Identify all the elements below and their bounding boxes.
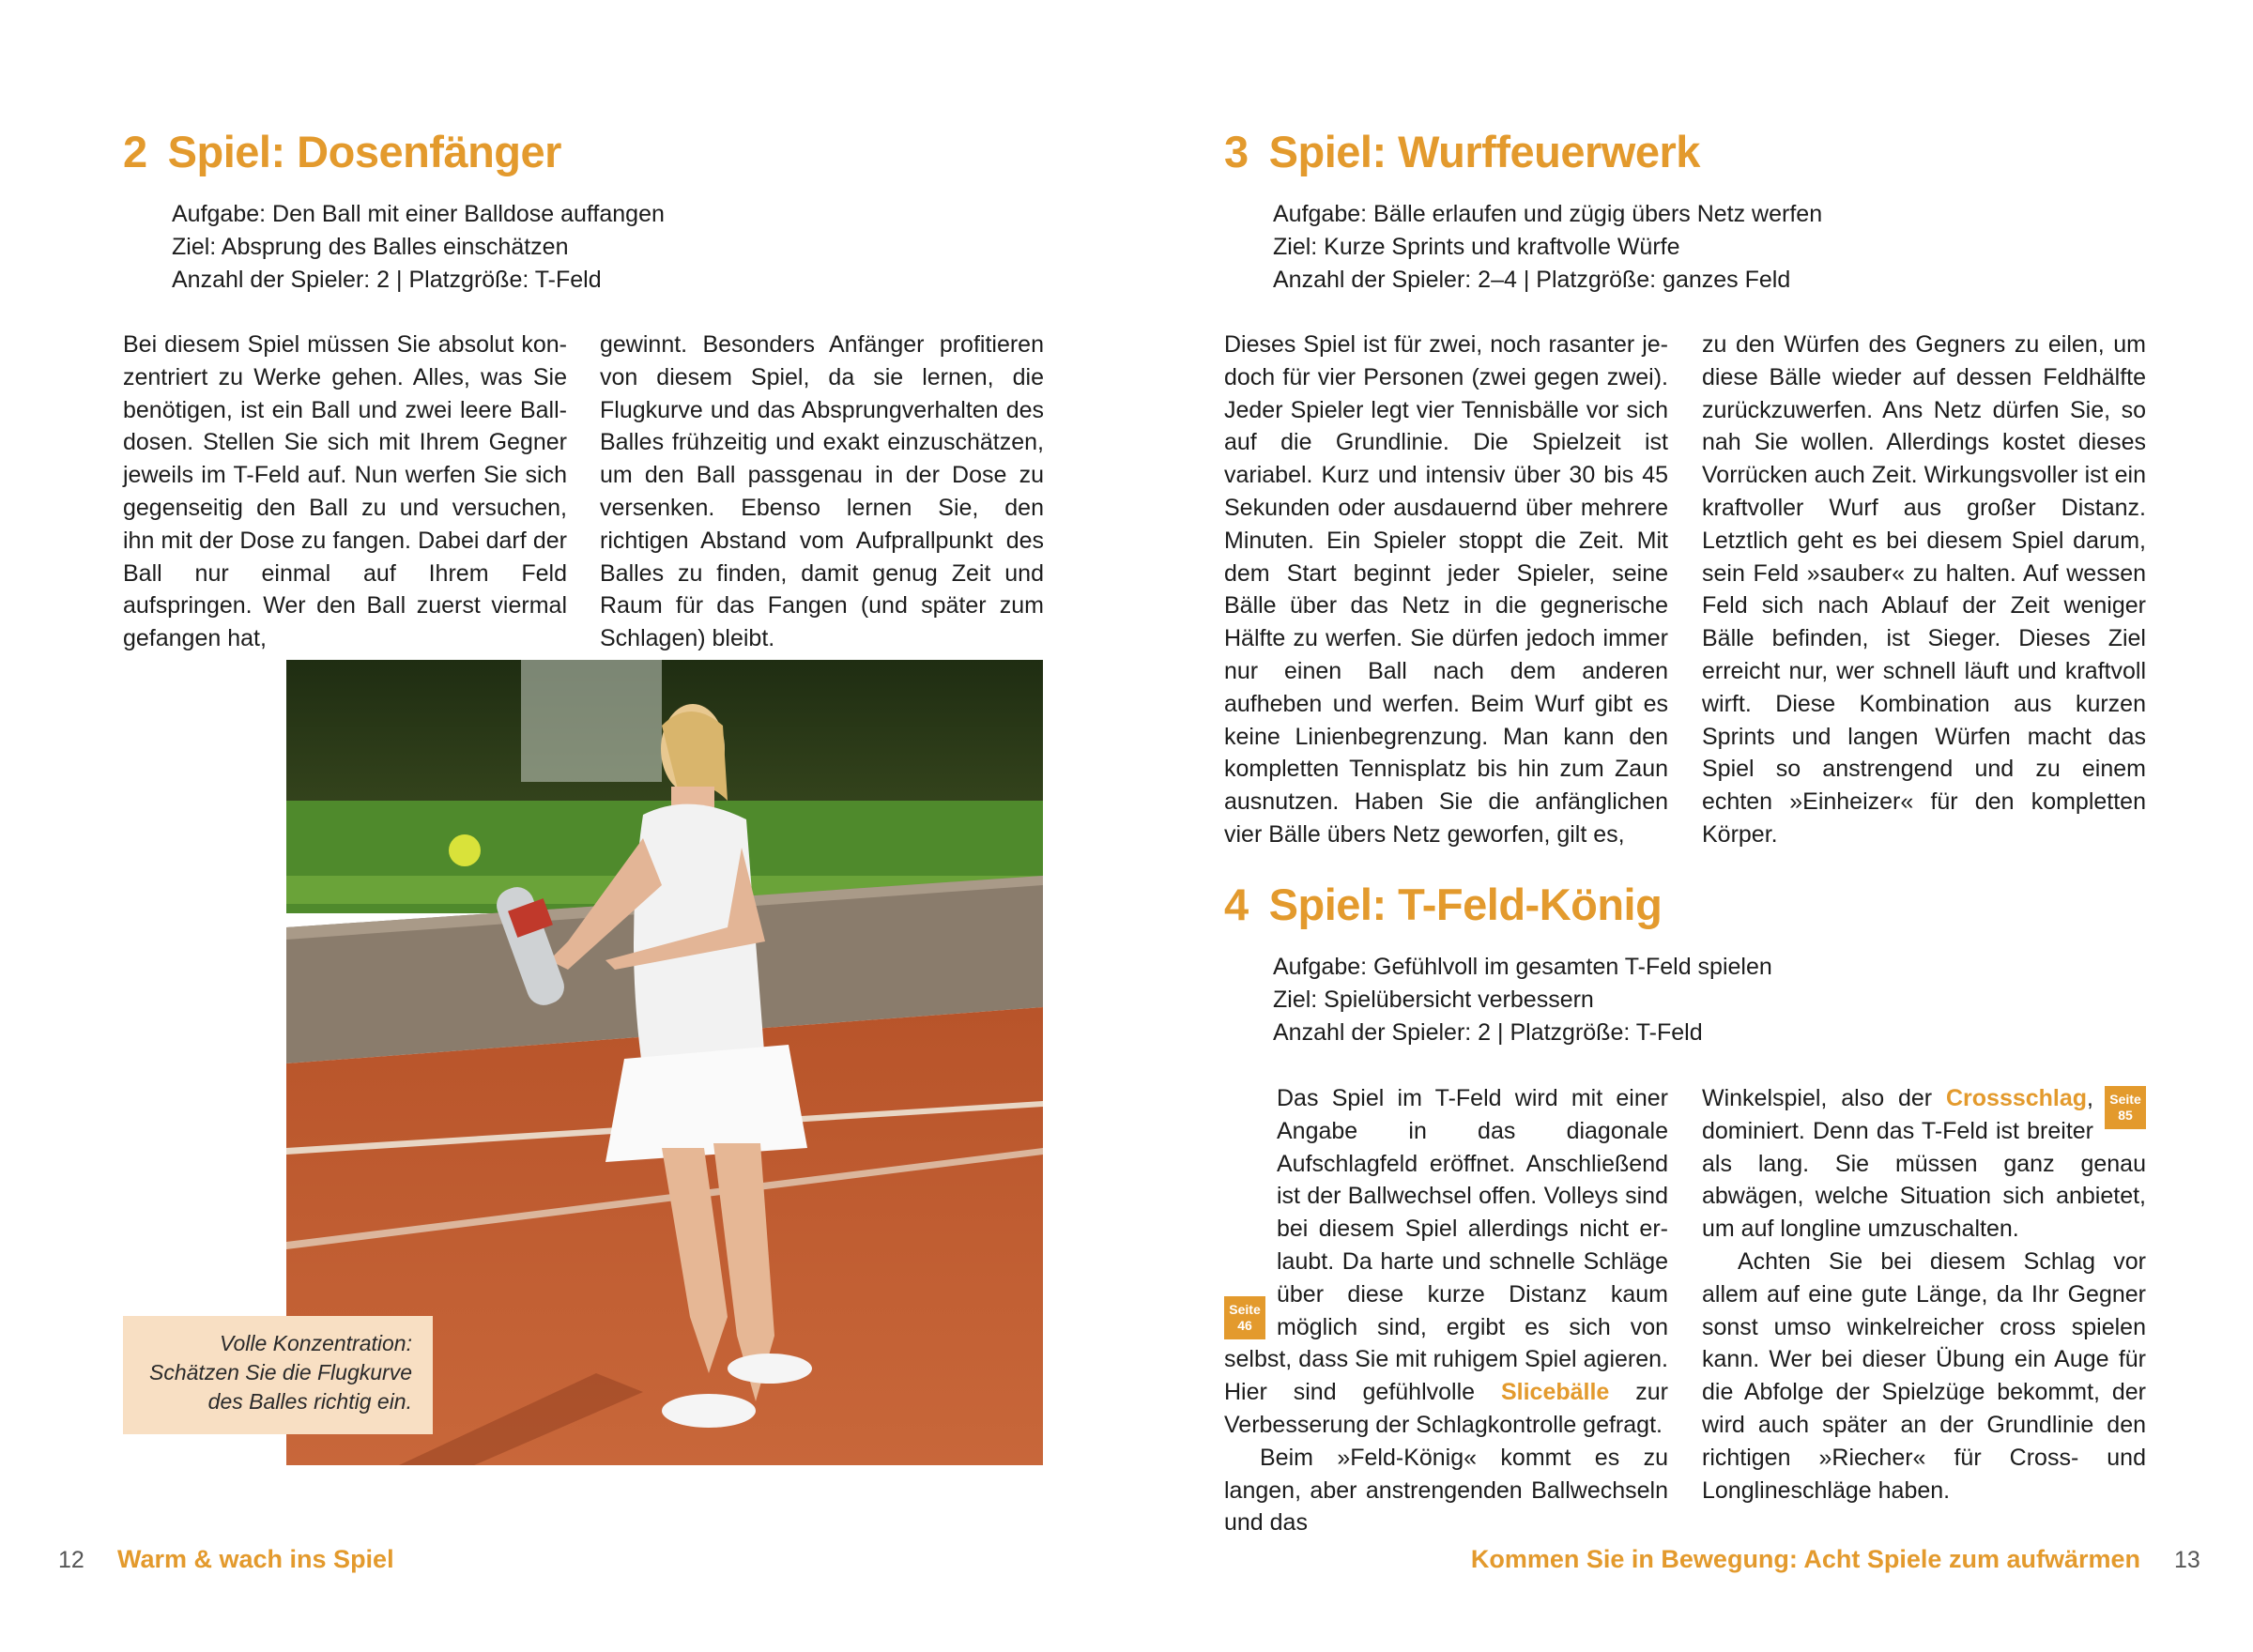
ref-label: Seite: [2109, 1092, 2141, 1107]
page-reference-85[interactable]: [2105, 1086, 2146, 1129]
page-number-left: 12: [58, 1547, 84, 1573]
page-reference-46[interactable]: [1224, 1296, 1265, 1339]
meta-ziel: Ziel: Kurze Sprints und kraftvolle Würfe: [1273, 234, 1680, 260]
section-4-col-1: [1224, 1082, 1668, 1539]
section-2-meta: [172, 198, 665, 297]
section-3-meta: [1273, 198, 1822, 297]
meta-aufgabe: Aufgabe: Den Ball mit einer Balldose auffangen: [172, 201, 665, 227]
paragraph: Achten Sie bei diesem Schlag vor allem auf eine gute Länge, da Ihr Gegner sonst umso winkelreicher cross spielen kann. Wer bei dieser Übung ein Auge für die Abfolge der Spielzüge bekommt, der wird auch später an der Grundlinie den richtigen »Riecher« für Cross- und Longlineschläge haben.: [1702, 1247, 2146, 1504]
caption-line: Volle Konzentration:: [219, 1331, 412, 1355]
section-3-heading: [1224, 126, 1700, 177]
text-run: Winkelspiel, also der: [1702, 1085, 1946, 1111]
paragraph: Dieses Spiel ist für zwei, noch rasanter jedoch für vier Personen (zwei gegen zwei). Jeder Spieler legt vier Tennisbälle vor sich auf die Grundlinie. Die Spielzeit ist variabel. Kurz und intensiv über 30 bis 45 Sekunden oder ausdauernd über mehrere Minuten. Ein Spieler stoppt die Zeit. Mit dem Start beginnt jeder Spieler, seine Bälle über das Netz in die gegnerische Hälfte zu werfen. Sie dürfen jedoch immer nur einen Ball nach dem anderen aufheben und werfen. Beim Wurf gibt es keine Linienbegrenzung. Man kann den kompletten Tennisplatz bis hin zum Zaun ausnutzen. Haben Sie die anfänglichen vier Bälle übers Netz geworfen, gilt es,: [1224, 331, 1668, 848]
paragraph: Bei diesem Spiel müssen Sie absolut konzentriert zu Werke gehen. Alles, was Sie benötigen, ist ein Ball und zwei leere Balldosen. Stellen Sie sich mit Ihrem Gegner jeweils im T-Feld auf. Nun werfen Sie sich gegenseitig den Ball zu und versuchen, ihn mit der Dose zu fangen. Dabei darf der Ball nur einmal auf Ihrem Feld aufspringen. Wer den Ball zuerst viermal gefangen hat,: [123, 331, 567, 652]
meta-ziel: Ziel: Absprung des Balles einschätzen: [172, 234, 569, 260]
meta-anzahl: Anzahl der Spieler: 2–4 | Platzgröße: ganzes Feld: [1273, 267, 1791, 293]
section-2-heading: [123, 126, 561, 177]
paragraph: Beim »Feld-König« kommt es zu langen, aber anstrengenden Ballwechseln und das: [1224, 1444, 1668, 1537]
section-3-col-2: [1702, 329, 2146, 851]
section-title: Spiel: Wurffeuerwerk: [1268, 127, 1700, 176]
meta-ziel: Ziel: Spielübersicht verbessern: [1273, 987, 1594, 1013]
text-run: zur Verbesserung der Schlagkontrolle gefragt.: [1224, 1379, 1668, 1438]
section-title: Spiel: Dosenfänger: [167, 127, 561, 176]
text-run: , dominiert. Denn das T-Feld ist breiter als lang. Sie müssen ganz genau abwägen, welche Situation sich anbietet, um auf longline umzuschalten.: [1702, 1085, 2146, 1243]
section-4-heading: [1224, 879, 1662, 930]
meta-anzahl: Anzahl der Spieler: 2 | Platzgröße: T-Feld: [1273, 1019, 1703, 1046]
photo-caption: [123, 1316, 433, 1434]
section-title: Spiel: T-Feld-König: [1268, 880, 1663, 929]
section-2-col-2: [600, 329, 1044, 655]
section-number: 3: [1224, 127, 1249, 176]
section-3-col-1: [1224, 329, 1668, 851]
ref-number: 46: [1237, 1318, 1252, 1333]
paragraph: [1224, 1082, 1668, 1442]
term-crossschlag: Crossschlag: [1945, 1085, 2088, 1111]
meta-anzahl: Anzahl der Spieler: 2 | Platzgröße: T-Feld: [172, 267, 602, 293]
meta-aufgabe: Aufgabe: Gefühlvoll im gesamten T-Feld spielen: [1273, 954, 1772, 980]
ref-label: Seite: [1229, 1302, 1261, 1317]
section-4-col-2: [1702, 1082, 2146, 1507]
paragraph: gewinnt. Besonders Anfänger profitieren von diesem Spiel, da sie lernen, die Flugkurve und das Absprungverhalten des Balles frühzeitig und exakt einzuschätzen, um den Ball passgenau in der Dose zu versenken. Ebenso lernen Sie, den richtigen Abstand vom Aufprallpunkt des Balles zu finden, damit genug Zeit und Raum für das Fangen (und später zum Schlagen) bleibt.: [600, 331, 1044, 652]
text-run: Das Spiel im T-Feld wird mit einer Angabe in das diagonale Aufschlagfeld eröffnet. Anschließend ist der Ballwechsel offen. Volleys sind bei diesem Spiel allerdings nicht erlaubt. Da harte und schnelle Schläge über diese kurze Distanz kaum möglich sind, ergibt es sich von selbst, dass Sie mit ruhigem Spiel agieren. Hier sind gefühlvolle: [1224, 1085, 1668, 1406]
footer-title-right: Kommen Sie in Bewegung: Acht Spiele zum aufwärmen: [1470, 1545, 2140, 1573]
ref-number: 85: [2118, 1108, 2133, 1123]
caption-line: Schätzen Sie die Flugkurve: [149, 1360, 412, 1384]
paragraph: [1702, 1082, 2146, 1246]
section-2-col-1: [123, 329, 567, 655]
page-number-right: 13: [2174, 1547, 2200, 1573]
paragraph: zu den Würfen des Gegners zu eilen, um diese Bälle wieder auf dessen Feldhälfte zurückzuwerfen. Ans Netz dürfen Sie, so nah Sie wollen. Allerdings kostet dieses Vorrücken auch Zeit. Wirkungsvoller ist ein kraftvoller Wurf aus großer Distanz. Letztlich geht es bei diesem Spiel darum, sein Feld »sauber« zu halten. Auf wessen Feld sich nach Ablauf der Zeit weniger Bälle befinden, ist Sieger. Dieses Ziel erreicht nur, wer schnell läuft und kraftvoll wirft. Diese Kombination aus kurzen Sprints und langen Würfen macht das Spiel so anstrengend und zu einem echten »Einheizer« für den kompletten Körper.: [1702, 331, 2146, 848]
caption-line: des Balles richtig ein.: [207, 1389, 412, 1414]
meta-aufgabe: Aufgabe: Bälle erlaufen und zügig übers Netz werfen: [1273, 201, 1823, 227]
term-slicebaelle: Slicebälle: [1500, 1379, 1610, 1406]
section-number: 4: [1224, 880, 1249, 929]
footer-title-left: Warm & wach ins Spiel: [117, 1545, 394, 1573]
section-4-meta: [1273, 951, 1772, 1049]
section-number: 2: [123, 127, 147, 176]
